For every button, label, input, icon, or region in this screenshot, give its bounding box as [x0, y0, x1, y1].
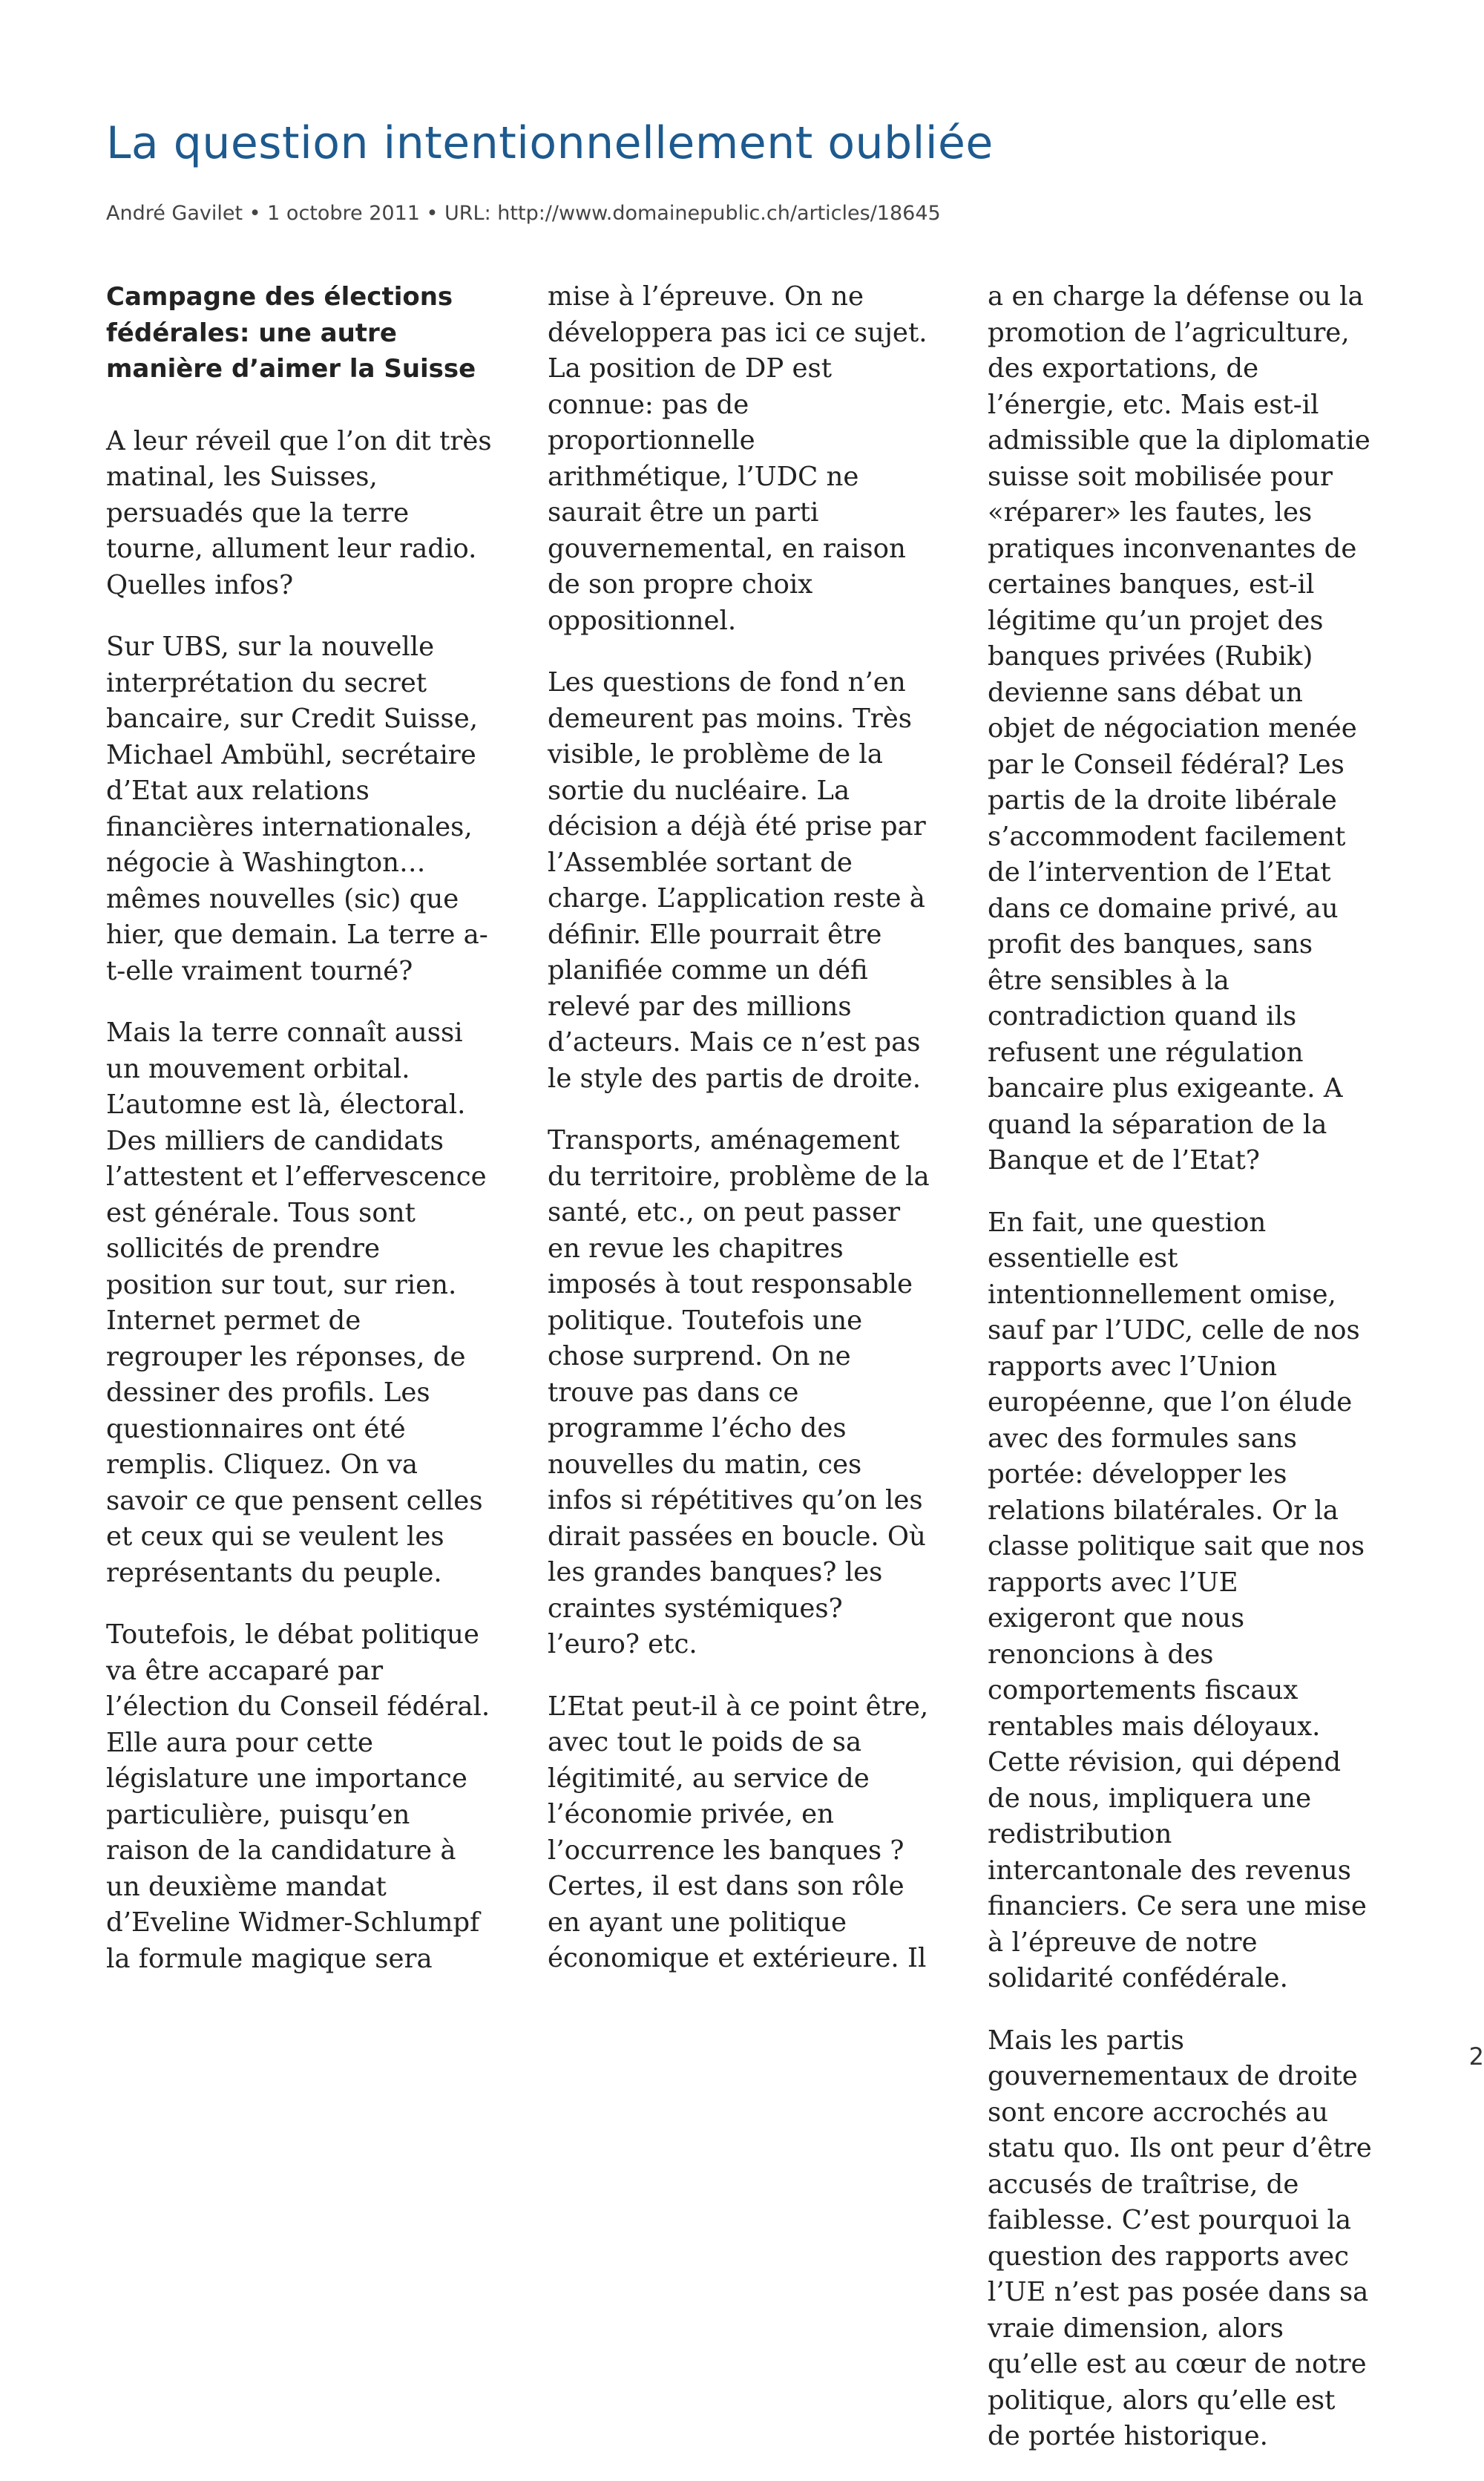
paragraph-4: Toutefois, le débat politique va être accaparé par l’élection du Conseil fédéral. Elle aura pour cette législature une importance particulière, puisqu’en raison de la candidature à un deuxième mandat d’Eveline Widmer-Schlumpf la formule magique sera [106, 1619, 490, 1974]
paragraph-6: Transports, aménagement du territoire, problème de la santé, etc., on peut passer en revue les chapitres imposés à tout responsable politique. Toutefois une chose surprend. On ne trouve pas dans ce programme l’écho des nouvelles du matin, ces infos si répétitives qu’on les dirait passées en boucle. Où les grandes banques? les craintes systémiques? l’euro? etc. [548, 1125, 930, 1659]
paragraph-1: A leur réveil que l’on dit très matinal, les Suisses, persuadés que la terre tourne, allument leur radio. Quelles infos? [106, 425, 492, 600]
paragraph-8: En fait, une question essentielle est intentionnellement omise, sauf par l’UDC, celle de nos rapports avec l’Union européenne, que l’on élude avec des formules sans portée: développer les relations bilatérales. Or la classe politique sait que nos rapports avec l’UE exigeront que nous renoncions à des comportements fiscaux rentables mais déloyaux. Cette révision, qui dépend de nous, impliquera une redistribution intercantonale des revenus financiers. Ce sera une mise à l’épreuve de notre solidarité confédérale. [988, 1207, 1367, 1993]
paragraph-2: Sur UBS, sur la nouvelle interprétation du secret bancaire, sur Credit Suisse, Michael Ambühl, secrétaire d’Etat aux relations financières internationales, négocie à Washington… mêmes nouvelles (sic) que hier, que demain. La terre a-t-elle vraiment tourné? [106, 632, 488, 986]
paragraph-5: Les questions de fond n’en demeurent pas moins. Très visible, le problème de la sortie du nucléaire. La décision a déjà été prise par l’Assemblée sortant de charge. L’application reste à définir. Elle pourrait être planifiée comme un défi relevé par des millions d’acteurs. Mais ce n’est pas le style des partis de droite. [548, 667, 926, 1094]
paragraph-continued-4: mise à l’épreuve. On ne développera pas ici ce sujet. La position de DP est connue: pas de proportionnelle arithmétique, l’UDC ne saurait être un parti gouvernemental, en raison de son propre choix oppositionnel. [548, 281, 928, 636]
paragraph-7: L’Etat peut-il à ce point être, avec tout le poids de sa légitimité, au service de l’économie privée, en l’occurrence les banques ? Certes, il est dans son rôle en ayant une politique économique et extérieure. Il [548, 1691, 929, 1973]
paragraph-9: Mais les partis gouvernementaux de droite sont encore accrochés au statu quo. Ils ont peur d’être accusés de traîtrise, de faiblesse. C’est pourquoi la question des rapports avec l’UE n’est pas posée dans sa vraie dimension, alors qu’elle est au cœur de notre politique, alors qu’elle est de portée historique. [988, 2025, 1372, 2451]
page-number: 2 [1468, 2042, 1484, 2071]
text-column-3 [988, 279, 1373, 2481]
text-column-1 [106, 279, 492, 1977]
article-lead: Campagne des élections fédérales: une autre manière d’aimer la Suisse [106, 282, 476, 384]
article-title: La question intentionnellement oubliée [106, 117, 994, 169]
article-byline: André Gavilet • 1 octobre 2011 • URL: http://www.domainepublic.ch/articles/18645 [106, 202, 941, 225]
text-column-2 [548, 279, 933, 1977]
paragraph-continued-7: a en charge la défense ou la promotion de l’agriculture, des exportations, de l’énergie, etc. Mais est-il admissible que la diplomatie suisse soit mobilisée pour «réparer» les fautes, les pratiques inconvenantes de certaines banques, est-il légitime qu’un projet des banques privées (Rubik) devienne sans débat un objet de négociation menée par le Conseil fédéral? Les partis de la droite libérale s’accommodent facilement de l’intervention de l’Etat dans ce domaine privé, au profit des banques, sans être sensibles à la contradiction quand ils refusent une régulation bancaire plus exigeante. A quand la séparation de la Banque et de l’Etat? [988, 281, 1370, 1176]
paragraph-3: Mais la terre connaît aussi un mouvement orbital. L’automne est là, électoral. Des milliers de candidats l’attestent et l’effervescence est générale. Tous sont sollicités de prendre position sur tout, sur rien. Internet permet de regrouper les réponses, de dessiner des profils. Les questionnaires ont été remplis. Cliquez. On va savoir ce que pensent celles et ceux qui se veulent les représentants du peuple. [106, 1017, 487, 1588]
